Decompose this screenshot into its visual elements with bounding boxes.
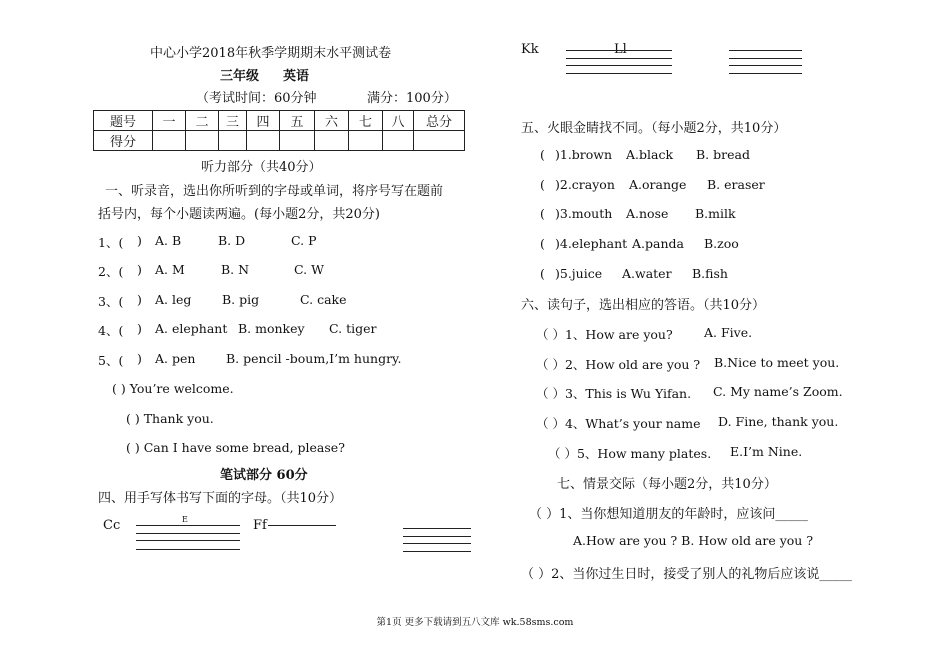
section7-title: 七、情景交际（每小题2分，共10分） (557, 477, 777, 492)
table-cell: 四 (247, 111, 280, 131)
s6-a3: C. My name’s Zoom. (713, 384, 843, 399)
table-cell: 一 (153, 111, 186, 131)
q2-option-b: B. N (221, 262, 250, 277)
table-cell: 得分 (94, 131, 153, 151)
s5-q4-paren: ( (540, 236, 545, 251)
listening-instruction-1: 一、听录音，选出你所听到的字母或单词，将序号写在题前 (105, 184, 444, 199)
q4-option-b: B. monkey (238, 321, 305, 336)
s5-q5-word: )5.juice (555, 266, 603, 281)
s5-q5-option-a: A.water (622, 266, 672, 281)
s6-a1: A. Five. (704, 325, 753, 340)
s5-q5-paren: ( (540, 266, 545, 281)
letter-cc: Cc (103, 518, 121, 533)
q5-option-b: B. pencil -boum,I’m hungry. (226, 351, 402, 366)
q5-number: 5、( (98, 353, 124, 368)
score-table (93, 110, 465, 151)
extra-sentence-3: ( ) Can I have some bread, please? (126, 440, 345, 455)
score-cell[interactable] (280, 131, 315, 151)
s7-q1: （ ）1、当你想知道朋友的年龄时，应该问_____ (529, 507, 808, 522)
s5-q4-option-b: B.zoo (704, 236, 739, 251)
letter-ff: Ff (253, 518, 267, 533)
q5-option-a: A. pen (155, 351, 196, 366)
score-cell[interactable] (315, 131, 349, 151)
s5-q2-option-a: A.orange (629, 177, 687, 192)
table-cell: 六 (315, 111, 349, 131)
s5-q1-option-b: B. bread (696, 147, 750, 162)
score-cell[interactable] (153, 131, 186, 151)
s5-q4-option-a: A.panda (632, 236, 684, 251)
s5-q2-word: )2.crayon (555, 177, 615, 192)
extra-sentence-1: ( ) You’re welcome. (112, 381, 234, 396)
extra-sentence-2: ( ) Thank you. (126, 411, 214, 426)
s5-q3-paren: ( (540, 206, 545, 221)
q5-close: ) (137, 351, 142, 366)
exam-time: （考试时间：60分钟 (196, 91, 317, 106)
s5-q3-option-a: A.nose (626, 206, 669, 221)
q3-option-a: A. leg (155, 292, 192, 307)
s6-q3: （ ）3、This is Wu Yifan. (536, 386, 692, 401)
score-cell[interactable] (219, 131, 247, 151)
s5-q1-paren: ( (540, 147, 545, 162)
score-cell[interactable] (349, 131, 383, 151)
letter-ee-partial: E (182, 516, 188, 523)
q2-option-a: A. M (155, 262, 185, 277)
score-cell[interactable] (414, 131, 465, 151)
s5-q2-option-b: B. eraser (707, 177, 765, 192)
s5-q4-word: )4.elephant (555, 236, 628, 251)
subject-label: 英语 (283, 69, 310, 84)
listening-heading: 听力部分（共40分） (201, 160, 322, 175)
table-cell: 八 (383, 111, 414, 131)
score-cell[interactable] (247, 131, 280, 151)
s6-a4: D. Fine, thank you. (718, 414, 839, 429)
s5-q1-word: )1.brown (555, 147, 613, 162)
s7-q1-options: A.How are you ? B. How old are you ? (573, 533, 814, 548)
table-cell: 五 (280, 111, 315, 131)
s6-a2: B.Nice to meet you. (714, 355, 840, 370)
section5-title: 五、火眼金睛找不同。（每小题2分，共10分） (521, 121, 787, 136)
table-cell: 二 (186, 111, 219, 131)
s5-q1-option-a: A.black (626, 147, 674, 162)
writing-lines-kk[interactable] (566, 50, 672, 76)
q1-option-a: A. B (155, 233, 182, 248)
listening-instruction-2: 括号内，每个小题读两遍。(每小题2分，共20分) (98, 207, 380, 222)
writing-lines-cc[interactable] (136, 525, 240, 551)
score-table-score-row (94, 131, 465, 151)
writing-lines-blank[interactable] (403, 528, 471, 554)
full-score: 满分：100分） (367, 91, 457, 106)
s7-q2: （ ）2、当你过生日时，接受了别人的礼物后应该说_____ (521, 567, 852, 582)
s5-q3-option-b: B.milk (695, 206, 736, 221)
exam-title: 中心小学2018年秋季学期期末水平测试卷 (150, 46, 392, 61)
grade-label: 三年级 (220, 69, 260, 84)
s5-q3-word: )3.mouth (555, 206, 613, 221)
table-cell: 题号 (94, 111, 153, 131)
score-cell[interactable] (186, 131, 219, 151)
s6-q5: （ ）5、How many plates. (548, 446, 712, 461)
q1-number: 1、( (98, 235, 124, 250)
s5-q2-paren: ( (540, 177, 545, 192)
s6-q2: （ ）2、How old are you ? (536, 357, 701, 372)
q4-option-c: C. tiger (329, 321, 377, 336)
s6-q4: （ ）4、What’s your name (536, 416, 701, 431)
table-cell: 七 (349, 111, 383, 131)
section6-title: 六、读句子，选出相应的答语。（共10分） (521, 298, 766, 313)
section4-title: 四、用手写体书写下面的字母。（共10分） (98, 491, 343, 506)
q4-option-a: A. elephant (155, 321, 228, 336)
q1-close: ) (137, 233, 142, 248)
q3-option-b: B. pig (222, 292, 260, 307)
q2-close: ) (137, 262, 142, 277)
q1-option-b: B. D (218, 233, 246, 248)
s6-a5: E.I’m Nine. (730, 444, 803, 459)
q1-option-c: C. P (291, 233, 317, 248)
s6-q1: （ ）1、How are you? (536, 327, 673, 342)
q4-number: 4、( (98, 323, 124, 338)
letter-kk: Kk (521, 42, 539, 57)
table-cell: 三 (219, 111, 247, 131)
q3-option-c: C. cake (300, 292, 347, 307)
score-table-header-row (94, 111, 465, 131)
writing-line-ff[interactable] (268, 525, 336, 527)
s5-q5-option-b: B.fish (692, 266, 728, 281)
table-cell: 总分 (414, 111, 465, 131)
q3-close: ) (137, 292, 142, 307)
writing-heading: 笔试部分 60分 (220, 468, 308, 483)
q2-number: 2、( (98, 264, 124, 279)
score-cell[interactable] (383, 131, 414, 151)
q4-close: ) (137, 321, 142, 336)
q2-option-c: C. W (294, 262, 324, 277)
page-footer: 第1页 更多下载请到五八文库 wk.58sms.com (376, 617, 574, 628)
q3-number: 3、( (98, 294, 124, 309)
writing-lines-blank-2[interactable] (729, 50, 802, 76)
letter-ll: Ll (614, 42, 627, 57)
